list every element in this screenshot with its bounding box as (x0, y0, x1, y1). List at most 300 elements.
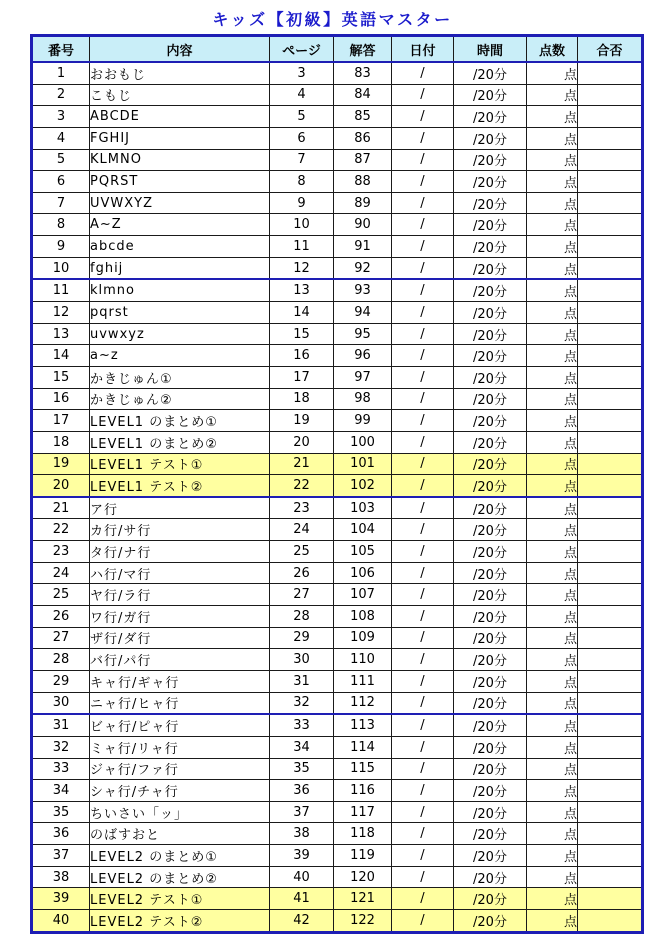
pass-fail-cell (578, 106, 643, 128)
column-header: ページ (270, 36, 334, 63)
score-cell: 点 (527, 670, 578, 692)
table-row (32, 497, 643, 519)
page-cell: 31 (270, 670, 334, 692)
table-row (32, 345, 643, 367)
page-cell: 35 (270, 758, 334, 780)
column-header: 時間 (454, 36, 527, 63)
row-number-cell: 36 (32, 823, 90, 845)
content-cell: a~z (90, 345, 270, 367)
content-cell: キャ行/ギャ行 (90, 670, 270, 692)
page-cell: 11 (270, 236, 334, 258)
answer-page-cell: 114 (334, 736, 392, 758)
answer-page-cell: 102 (334, 475, 392, 497)
pass-fail-cell (578, 801, 643, 823)
pass-fail-cell (578, 410, 643, 432)
time-cell: /20分 (454, 736, 527, 758)
page-cell: 30 (270, 649, 334, 671)
content-cell: LEVEL2 のまとめ② (90, 866, 270, 888)
row-number-cell: 27 (32, 627, 90, 649)
table-row (32, 909, 643, 932)
answer-page-cell: 95 (334, 323, 392, 345)
answer-page-cell: 90 (334, 214, 392, 236)
column-header: 解答 (334, 36, 392, 63)
page-cell: 3 (270, 62, 334, 84)
row-number-cell: 21 (32, 497, 90, 519)
content-cell: ワ行/ガ行 (90, 606, 270, 628)
score-cell: 点 (527, 758, 578, 780)
table-row (32, 562, 643, 584)
score-cell: 点 (527, 888, 578, 910)
answer-page-cell: 85 (334, 106, 392, 128)
date-cell: / (392, 475, 454, 497)
answer-page-cell: 112 (334, 692, 392, 714)
score-cell: 点 (527, 214, 578, 236)
column-header: 日付 (392, 36, 454, 63)
row-number-cell: 2 (32, 84, 90, 106)
answer-page-cell: 89 (334, 192, 392, 214)
row-number-cell: 16 (32, 388, 90, 410)
answer-page-cell: 118 (334, 823, 392, 845)
date-cell: / (392, 649, 454, 671)
time-cell: /20分 (454, 606, 527, 628)
time-cell: /20分 (454, 866, 527, 888)
content-cell: ABCDE (90, 106, 270, 128)
score-cell: 点 (527, 388, 578, 410)
content-cell: シャ行/チャ行 (90, 780, 270, 802)
page-cell: 6 (270, 127, 334, 149)
content-cell: LEVEL2 テスト② (90, 909, 270, 932)
page-cell: 21 (270, 453, 334, 475)
content-cell: かきじゅん② (90, 388, 270, 410)
score-cell: 点 (527, 236, 578, 258)
answer-page-cell: 87 (334, 149, 392, 171)
row-number-cell: 40 (32, 909, 90, 932)
score-cell: 点 (527, 279, 578, 301)
date-cell: / (392, 431, 454, 453)
row-number-cell: 32 (32, 736, 90, 758)
score-cell: 点 (527, 692, 578, 714)
row-number-cell: 5 (32, 149, 90, 171)
table-row (32, 475, 643, 497)
time-cell: /20分 (454, 475, 527, 497)
answer-page-cell: 88 (334, 171, 392, 193)
page-cell: 5 (270, 106, 334, 128)
table-row (32, 366, 643, 388)
date-cell: / (392, 845, 454, 867)
content-cell: LEVEL2 のまとめ① (90, 845, 270, 867)
page-cell: 20 (270, 431, 334, 453)
answer-page-cell: 104 (334, 519, 392, 541)
time-cell: /20分 (454, 302, 527, 324)
date-cell: / (392, 214, 454, 236)
pass-fail-cell (578, 323, 643, 345)
answer-page-cell: 103 (334, 497, 392, 519)
score-cell: 点 (527, 736, 578, 758)
date-cell: / (392, 780, 454, 802)
date-cell: / (392, 584, 454, 606)
table-row (32, 84, 643, 106)
row-number-cell: 22 (32, 519, 90, 541)
content-cell: ハ行/マ行 (90, 562, 270, 584)
answer-page-cell: 107 (334, 584, 392, 606)
row-number-cell: 26 (32, 606, 90, 628)
page-cell: 39 (270, 845, 334, 867)
time-cell: /20分 (454, 714, 527, 736)
time-cell: /20分 (454, 801, 527, 823)
content-cell: ニャ行/ヒャ行 (90, 692, 270, 714)
score-cell: 点 (527, 106, 578, 128)
row-number-cell: 4 (32, 127, 90, 149)
pass-fail-cell (578, 845, 643, 867)
pass-fail-cell (578, 736, 643, 758)
answer-page-cell: 116 (334, 780, 392, 802)
row-number-cell: 14 (32, 345, 90, 367)
date-cell: / (392, 758, 454, 780)
date-cell: / (392, 888, 454, 910)
pass-fail-cell (578, 302, 643, 324)
pass-fail-cell (578, 541, 643, 563)
table-row (32, 888, 643, 910)
date-cell: / (392, 627, 454, 649)
content-cell: ミャ行/リャ行 (90, 736, 270, 758)
page-cell: 26 (270, 562, 334, 584)
score-cell: 点 (527, 84, 578, 106)
table-row (32, 410, 643, 432)
table-row (32, 692, 643, 714)
content-cell: UVWXYZ (90, 192, 270, 214)
page-cell: 37 (270, 801, 334, 823)
table-row (32, 453, 643, 475)
page-cell: 42 (270, 909, 334, 932)
table-row (32, 171, 643, 193)
pass-fail-cell (578, 236, 643, 258)
pass-fail-cell (578, 214, 643, 236)
page-cell: 29 (270, 627, 334, 649)
answer-page-cell: 108 (334, 606, 392, 628)
time-cell: /20分 (454, 541, 527, 563)
pass-fail-cell (578, 84, 643, 106)
time-cell: /20分 (454, 909, 527, 932)
date-cell: / (392, 323, 454, 345)
content-cell: かきじゅん① (90, 366, 270, 388)
pass-fail-cell (578, 171, 643, 193)
table-row (32, 627, 643, 649)
page-cell: 40 (270, 866, 334, 888)
date-cell: / (392, 345, 454, 367)
content-cell: LEVEL1 テスト① (90, 453, 270, 475)
time-cell: /20分 (454, 649, 527, 671)
content-cell: バ行/パ行 (90, 649, 270, 671)
time-cell: /20分 (454, 388, 527, 410)
row-number-cell: 38 (32, 866, 90, 888)
pass-fail-cell (578, 453, 643, 475)
answer-page-cell: 109 (334, 627, 392, 649)
score-cell: 点 (527, 649, 578, 671)
date-cell: / (392, 62, 454, 84)
page-cell: 23 (270, 497, 334, 519)
answer-page-cell: 106 (334, 562, 392, 584)
time-cell: /20分 (454, 780, 527, 802)
date-cell: / (392, 279, 454, 301)
pass-fail-cell (578, 780, 643, 802)
content-cell: こもじ (90, 84, 270, 106)
row-number-cell: 9 (32, 236, 90, 258)
content-cell: ビャ行/ピャ行 (90, 714, 270, 736)
score-cell: 点 (527, 149, 578, 171)
content-cell: LEVEL2 テスト① (90, 888, 270, 910)
row-number-cell: 29 (32, 670, 90, 692)
answer-page-cell: 96 (334, 345, 392, 367)
pass-fail-cell (578, 431, 643, 453)
page-cell: 8 (270, 171, 334, 193)
date-cell: / (392, 84, 454, 106)
pass-fail-cell (578, 606, 643, 628)
page-cell: 14 (270, 302, 334, 324)
progress-table (30, 34, 644, 934)
pass-fail-cell (578, 888, 643, 910)
score-cell: 点 (527, 431, 578, 453)
row-number-cell: 11 (32, 279, 90, 301)
date-cell: / (392, 823, 454, 845)
answer-page-cell: 92 (334, 257, 392, 279)
page-cell: 33 (270, 714, 334, 736)
answer-page-cell: 119 (334, 845, 392, 867)
date-cell: / (392, 801, 454, 823)
date-cell: / (392, 909, 454, 932)
table-row (32, 670, 643, 692)
date-cell: / (392, 670, 454, 692)
content-cell: タ行/ナ行 (90, 541, 270, 563)
content-cell: KLMNO (90, 149, 270, 171)
time-cell: /20分 (454, 692, 527, 714)
time-cell: /20分 (454, 106, 527, 128)
pass-fail-cell (578, 345, 643, 367)
column-header: 内容 (90, 36, 270, 63)
answer-page-cell: 83 (334, 62, 392, 84)
row-number-cell: 34 (32, 780, 90, 802)
score-cell: 点 (527, 823, 578, 845)
row-number-cell: 8 (32, 214, 90, 236)
row-number-cell: 23 (32, 541, 90, 563)
row-number-cell: 18 (32, 431, 90, 453)
page-cell: 27 (270, 584, 334, 606)
row-number-cell: 10 (32, 257, 90, 279)
answer-page-cell: 91 (334, 236, 392, 258)
pass-fail-cell (578, 866, 643, 888)
time-cell: /20分 (454, 236, 527, 258)
table-row (32, 257, 643, 279)
table-row (32, 519, 643, 541)
content-cell: ちいさい「ッ」 (90, 801, 270, 823)
table-row (32, 106, 643, 128)
page-cell: 15 (270, 323, 334, 345)
score-cell: 点 (527, 909, 578, 932)
time-cell: /20分 (454, 62, 527, 84)
answer-page-cell: 99 (334, 410, 392, 432)
pass-fail-cell (578, 562, 643, 584)
table-row (32, 801, 643, 823)
content-cell: FGHIJ (90, 127, 270, 149)
page-cell: 38 (270, 823, 334, 845)
table-row (32, 431, 643, 453)
date-cell: / (392, 497, 454, 519)
date-cell: / (392, 714, 454, 736)
column-header: 番号 (32, 36, 90, 63)
page-cell: 34 (270, 736, 334, 758)
time-cell: /20分 (454, 845, 527, 867)
content-cell: fghij (90, 257, 270, 279)
row-number-cell: 25 (32, 584, 90, 606)
row-number-cell: 31 (32, 714, 90, 736)
pass-fail-cell (578, 388, 643, 410)
page-cell: 7 (270, 149, 334, 171)
time-cell: /20分 (454, 192, 527, 214)
column-header: 合否 (578, 36, 643, 63)
score-cell: 点 (527, 345, 578, 367)
content-cell: LEVEL1 のまとめ② (90, 431, 270, 453)
time-cell: /20分 (454, 497, 527, 519)
pass-fail-cell (578, 670, 643, 692)
time-cell: /20分 (454, 323, 527, 345)
time-cell: /20分 (454, 823, 527, 845)
score-cell: 点 (527, 801, 578, 823)
table-row (32, 192, 643, 214)
pass-fail-cell (578, 62, 643, 84)
row-number-cell: 20 (32, 475, 90, 497)
table-row (32, 780, 643, 802)
table-row (32, 214, 643, 236)
page-cell: 17 (270, 366, 334, 388)
content-cell: A~Z (90, 214, 270, 236)
page-cell: 28 (270, 606, 334, 628)
pass-fail-cell (578, 366, 643, 388)
time-cell: /20分 (454, 519, 527, 541)
content-cell: klmno (90, 279, 270, 301)
table-row (32, 62, 643, 84)
page-cell: 10 (270, 214, 334, 236)
pass-fail-cell (578, 192, 643, 214)
table-row (32, 388, 643, 410)
time-cell: /20分 (454, 345, 527, 367)
row-number-cell: 37 (32, 845, 90, 867)
score-cell: 点 (527, 323, 578, 345)
row-number-cell: 19 (32, 453, 90, 475)
answer-page-cell: 94 (334, 302, 392, 324)
time-cell: /20分 (454, 84, 527, 106)
column-header: 点数 (527, 36, 578, 63)
time-cell: /20分 (454, 627, 527, 649)
page-cell: 25 (270, 541, 334, 563)
content-cell: カ行/サ行 (90, 519, 270, 541)
row-number-cell: 6 (32, 171, 90, 193)
pass-fail-cell (578, 149, 643, 171)
content-cell: ジャ行/ファ行 (90, 758, 270, 780)
content-cell: uvwxyz (90, 323, 270, 345)
content-cell: ヤ行/ラ行 (90, 584, 270, 606)
page-cell: 32 (270, 692, 334, 714)
row-number-cell: 12 (32, 302, 90, 324)
time-cell: /20分 (454, 171, 527, 193)
pass-fail-cell (578, 714, 643, 736)
score-cell: 点 (527, 519, 578, 541)
score-cell: 点 (527, 62, 578, 84)
time-cell: /20分 (454, 431, 527, 453)
pass-fail-cell (578, 909, 643, 932)
time-cell: /20分 (454, 366, 527, 388)
content-cell: pqrst (90, 302, 270, 324)
score-cell: 点 (527, 366, 578, 388)
answer-page-cell: 86 (334, 127, 392, 149)
answer-page-cell: 110 (334, 649, 392, 671)
date-cell: / (392, 302, 454, 324)
score-cell: 点 (527, 302, 578, 324)
pass-fail-cell (578, 475, 643, 497)
date-cell: / (392, 106, 454, 128)
answer-page-cell: 98 (334, 388, 392, 410)
table-row (32, 606, 643, 628)
table-header-row (32, 36, 643, 63)
page-cell: 9 (270, 192, 334, 214)
row-number-cell: 15 (32, 366, 90, 388)
page-cell: 12 (270, 257, 334, 279)
table-row (32, 127, 643, 149)
time-cell: /20分 (454, 562, 527, 584)
row-number-cell: 30 (32, 692, 90, 714)
table-row (32, 845, 643, 867)
table-row (32, 714, 643, 736)
answer-page-cell: 84 (334, 84, 392, 106)
table-row (32, 323, 643, 345)
time-cell: /20分 (454, 758, 527, 780)
score-cell: 点 (527, 497, 578, 519)
row-number-cell: 24 (32, 562, 90, 584)
table-row (32, 236, 643, 258)
table-row (32, 541, 643, 563)
page-cell: 36 (270, 780, 334, 802)
table-row (32, 823, 643, 845)
score-cell: 点 (527, 627, 578, 649)
pass-fail-cell (578, 584, 643, 606)
score-cell: 点 (527, 475, 578, 497)
date-cell: / (392, 541, 454, 563)
answer-page-cell: 115 (334, 758, 392, 780)
score-cell: 点 (527, 584, 578, 606)
pass-fail-cell (578, 497, 643, 519)
page-cell: 24 (270, 519, 334, 541)
date-cell: / (392, 692, 454, 714)
row-number-cell: 33 (32, 758, 90, 780)
table-row (32, 736, 643, 758)
page-cell: 4 (270, 84, 334, 106)
page-cell: 41 (270, 888, 334, 910)
row-number-cell: 35 (32, 801, 90, 823)
page-cell: 13 (270, 279, 334, 301)
pass-fail-cell (578, 692, 643, 714)
time-cell: /20分 (454, 214, 527, 236)
row-number-cell: 13 (32, 323, 90, 345)
answer-page-cell: 97 (334, 366, 392, 388)
date-cell: / (392, 453, 454, 475)
content-cell: ザ行/ダ行 (90, 627, 270, 649)
pass-fail-cell (578, 823, 643, 845)
page-cell: 22 (270, 475, 334, 497)
time-cell: /20分 (454, 127, 527, 149)
date-cell: / (392, 171, 454, 193)
pass-fail-cell (578, 519, 643, 541)
score-cell: 点 (527, 541, 578, 563)
date-cell: / (392, 236, 454, 258)
table-row (32, 758, 643, 780)
